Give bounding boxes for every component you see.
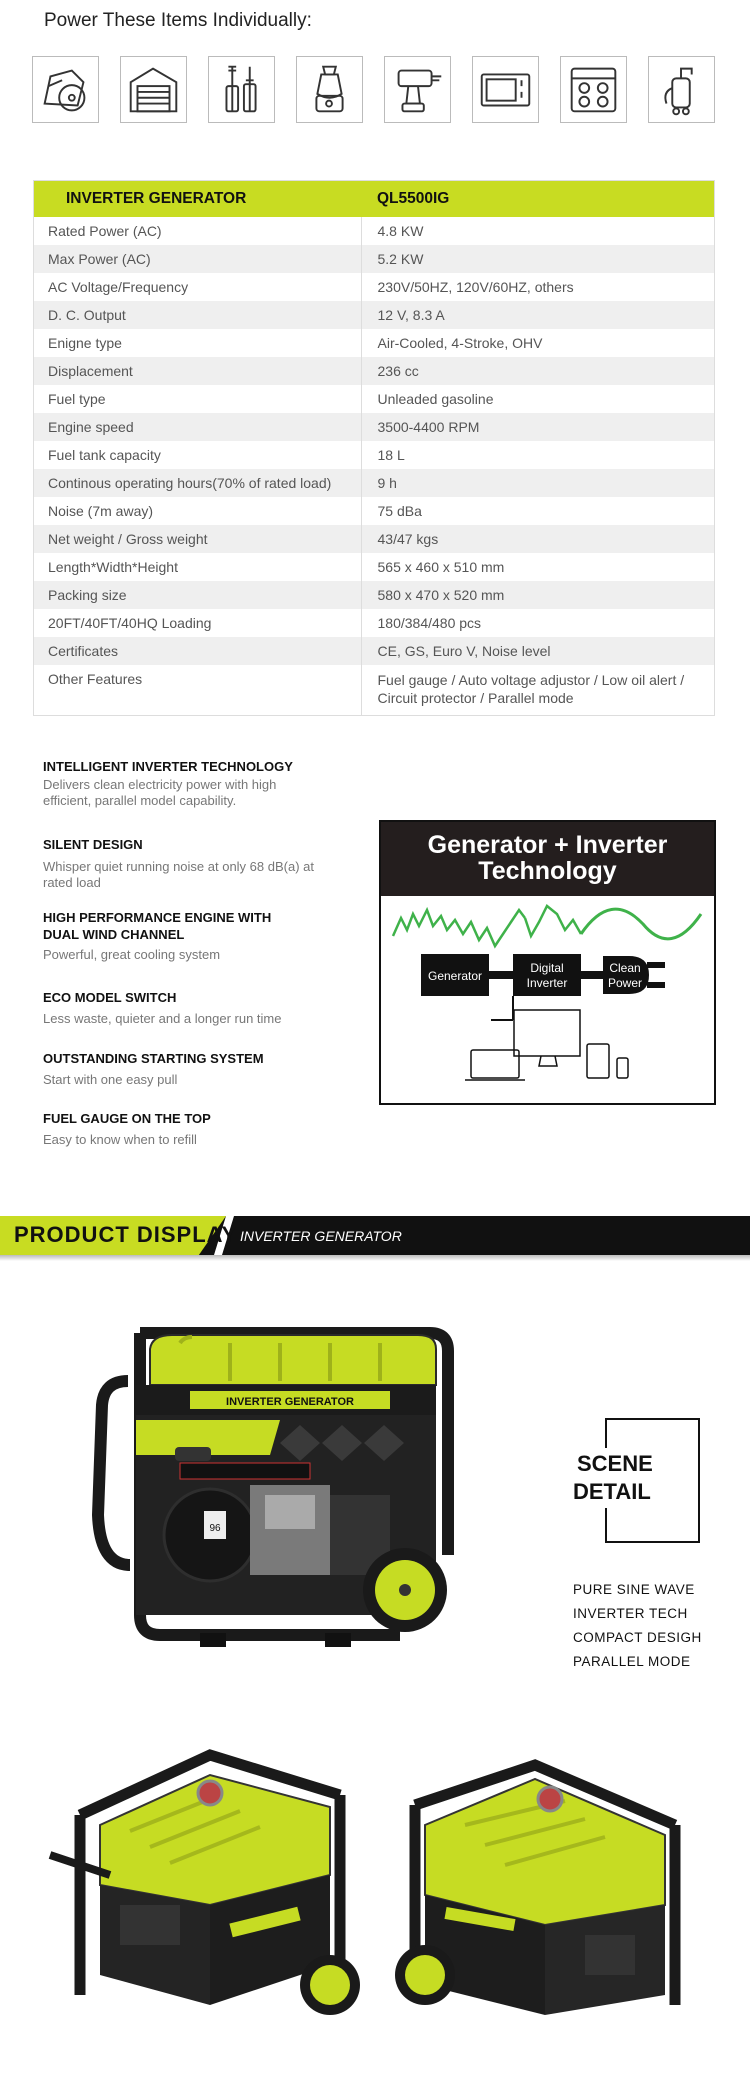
feature-desc: Easy to know when to refill (43, 1132, 197, 1147)
spec-label: Certificates (34, 637, 362, 665)
generator-left-angle-image (40, 1735, 380, 2035)
blender-icon (296, 56, 363, 123)
product-feature-list (573, 1578, 702, 1674)
spec-value: 5.2 KW (361, 245, 715, 273)
spec-label: Packing size (34, 581, 362, 609)
spec-value: 565 x 460 x 510 mm (377, 559, 505, 575)
digital-inverter-label-2: Inverter (526, 976, 568, 990)
spec-label: 20FT/40FT/40HQ Loading (34, 609, 362, 637)
spec-label: Max Power (AC) (34, 245, 362, 273)
spec-label: Rated Power (AC) (34, 217, 362, 245)
table-row (34, 581, 715, 609)
list-item: PURE SINE WAVE (573, 1582, 695, 1597)
banner-subtitle: INVERTER GENERATOR (240, 1228, 402, 1244)
table-row (34, 245, 715, 273)
feature-desc: Start with one easy pull (43, 1072, 178, 1087)
tools-icon (208, 56, 275, 123)
spec-value: 580 x 470 x 520 mm (361, 581, 715, 609)
stove-icon (560, 56, 627, 123)
table-row (34, 665, 715, 716)
list-item: PARALLEL MODE (573, 1654, 691, 1669)
spec-label: Other Features (34, 665, 362, 716)
feature-desc: Delivers clean electricity power with high efficient, parallel model capability. (43, 777, 277, 808)
spec-label: D. C. Output (34, 301, 362, 329)
table-row (34, 469, 715, 497)
rough-power-wave (393, 910, 525, 946)
table-row (34, 553, 715, 581)
spec-value: 43/47 kgs (361, 525, 715, 553)
spec-label: Fuel tank capacity (34, 441, 362, 469)
engine-gauge-value: 96 (209, 1523, 221, 1534)
banner-title: PRODUCT DISPLAY (14, 1222, 238, 1247)
clean-power-label-1: Clean (609, 961, 641, 975)
scene-detail-title (573, 1448, 653, 1508)
spec-value: CE, GS, Euro V, Noise level (361, 637, 715, 665)
table-row (34, 357, 715, 385)
table-row (34, 637, 715, 665)
spec-value: 230V/50HZ, 120V/60HZ, others (377, 279, 574, 295)
digital-wave (525, 906, 581, 936)
spec-header-model-number: QL5500IG (361, 181, 715, 218)
table-row (34, 273, 715, 301)
spec-value: 9 h (361, 469, 715, 497)
list-item: INVERTER TECH (573, 1606, 688, 1621)
generator-front-image (80, 1315, 510, 1675)
circular-saw-icon (32, 56, 99, 123)
spec-value: Unleaded gasoline (377, 391, 494, 407)
clean-power-label-2: Power (607, 976, 643, 990)
spec-value: Fuel gauge / Auto voltage adjustor / Low oil alert / Circuit protector / Parallel mode (377, 672, 685, 706)
table-row (34, 441, 715, 469)
spec-label: Fuel type (34, 385, 362, 413)
garage-door-icon (120, 56, 187, 123)
feature-title: ECO MODEL SWITCH (43, 990, 177, 1005)
spec-label: Net weight / Gross weight (34, 525, 362, 553)
feature-desc: Whisper quiet running noise at only 68 dB(a) at rated load (43, 859, 314, 890)
feature-desc: Powerful, great cooling system (43, 947, 221, 962)
feature-desc: Less waste, quieter and a longer run time (43, 1011, 282, 1026)
spec-table (33, 180, 715, 716)
tech-title-line2: Technology (478, 857, 617, 885)
digital-inverter-label-1: Digital (530, 961, 564, 975)
spec-value: Air-Cooled, 4-Stroke, OHV (377, 335, 543, 351)
pressure-washer-icon (648, 56, 715, 123)
table-row (34, 525, 715, 553)
generator-right-angle-image (385, 1745, 715, 2035)
spec-value: 180/384/480 pcs (377, 615, 482, 631)
tech-title-line1: Generator + Inverter (427, 831, 668, 859)
spec-label: Length*Width*Height (34, 553, 362, 581)
list-item: COMPACT DESIGH (573, 1630, 702, 1645)
feature-title: SILENT DESIGN (43, 837, 143, 852)
table-row (34, 301, 715, 329)
inverter-tech-diagram (379, 820, 716, 1105)
feature-title: INTELLIGENT INVERTER TECHNOLOGY (43, 759, 293, 774)
spec-label: Continous operating hours(70% of rated load) (34, 469, 362, 497)
feature-title: OUTSTANDING STARTING SYSTEM (43, 1051, 264, 1066)
spec-value: 236 cc (361, 357, 715, 385)
panel-label: INVERTER GENERATOR (226, 1396, 354, 1408)
scene-line2: DETAIL (573, 1479, 651, 1504)
devices-icon (465, 1010, 628, 1080)
microwave-icon (472, 56, 539, 123)
table-row (34, 609, 715, 637)
product-display-banner (0, 1216, 750, 1255)
spec-value: 18 L (377, 447, 405, 463)
table-row (34, 385, 715, 413)
spec-header-model-type: INVERTER GENERATOR (34, 181, 362, 218)
scene-line1: SCENE (577, 1451, 653, 1476)
spec-value: 75 dBa (377, 503, 422, 519)
appliance-icon-row (32, 56, 717, 128)
clean-sine-wave (581, 909, 701, 939)
spec-value: 12 V, 8.3 A (361, 301, 715, 329)
table-row (34, 413, 715, 441)
feature-title: FUEL GAUGE ON THE TOP (43, 1111, 211, 1126)
generator-label: Generator (427, 969, 483, 983)
spec-label: Noise (7m away) (34, 497, 362, 525)
spec-value: 4.8 KW (377, 223, 424, 239)
table-row (34, 329, 715, 357)
page-heading: Power These Items Individually: (44, 10, 312, 31)
drill-icon (384, 56, 451, 123)
spec-label: Displacement (34, 357, 362, 385)
spec-value: 3500-4400 RPM (361, 413, 715, 441)
tech-diagram-graphic (381, 896, 714, 1103)
spec-label: Engine speed (34, 413, 362, 441)
table-row (34, 217, 715, 245)
table-row (34, 497, 715, 525)
feature-title: HIGH PERFORMANCE ENGINE WITH DUAL WIND CHANNEL (43, 910, 272, 942)
banner-shadow (0, 1255, 750, 1261)
tech-diagram-header (381, 822, 714, 896)
spec-label: Enigne type (34, 329, 362, 357)
spec-label: AC Voltage/Frequency (34, 273, 362, 301)
